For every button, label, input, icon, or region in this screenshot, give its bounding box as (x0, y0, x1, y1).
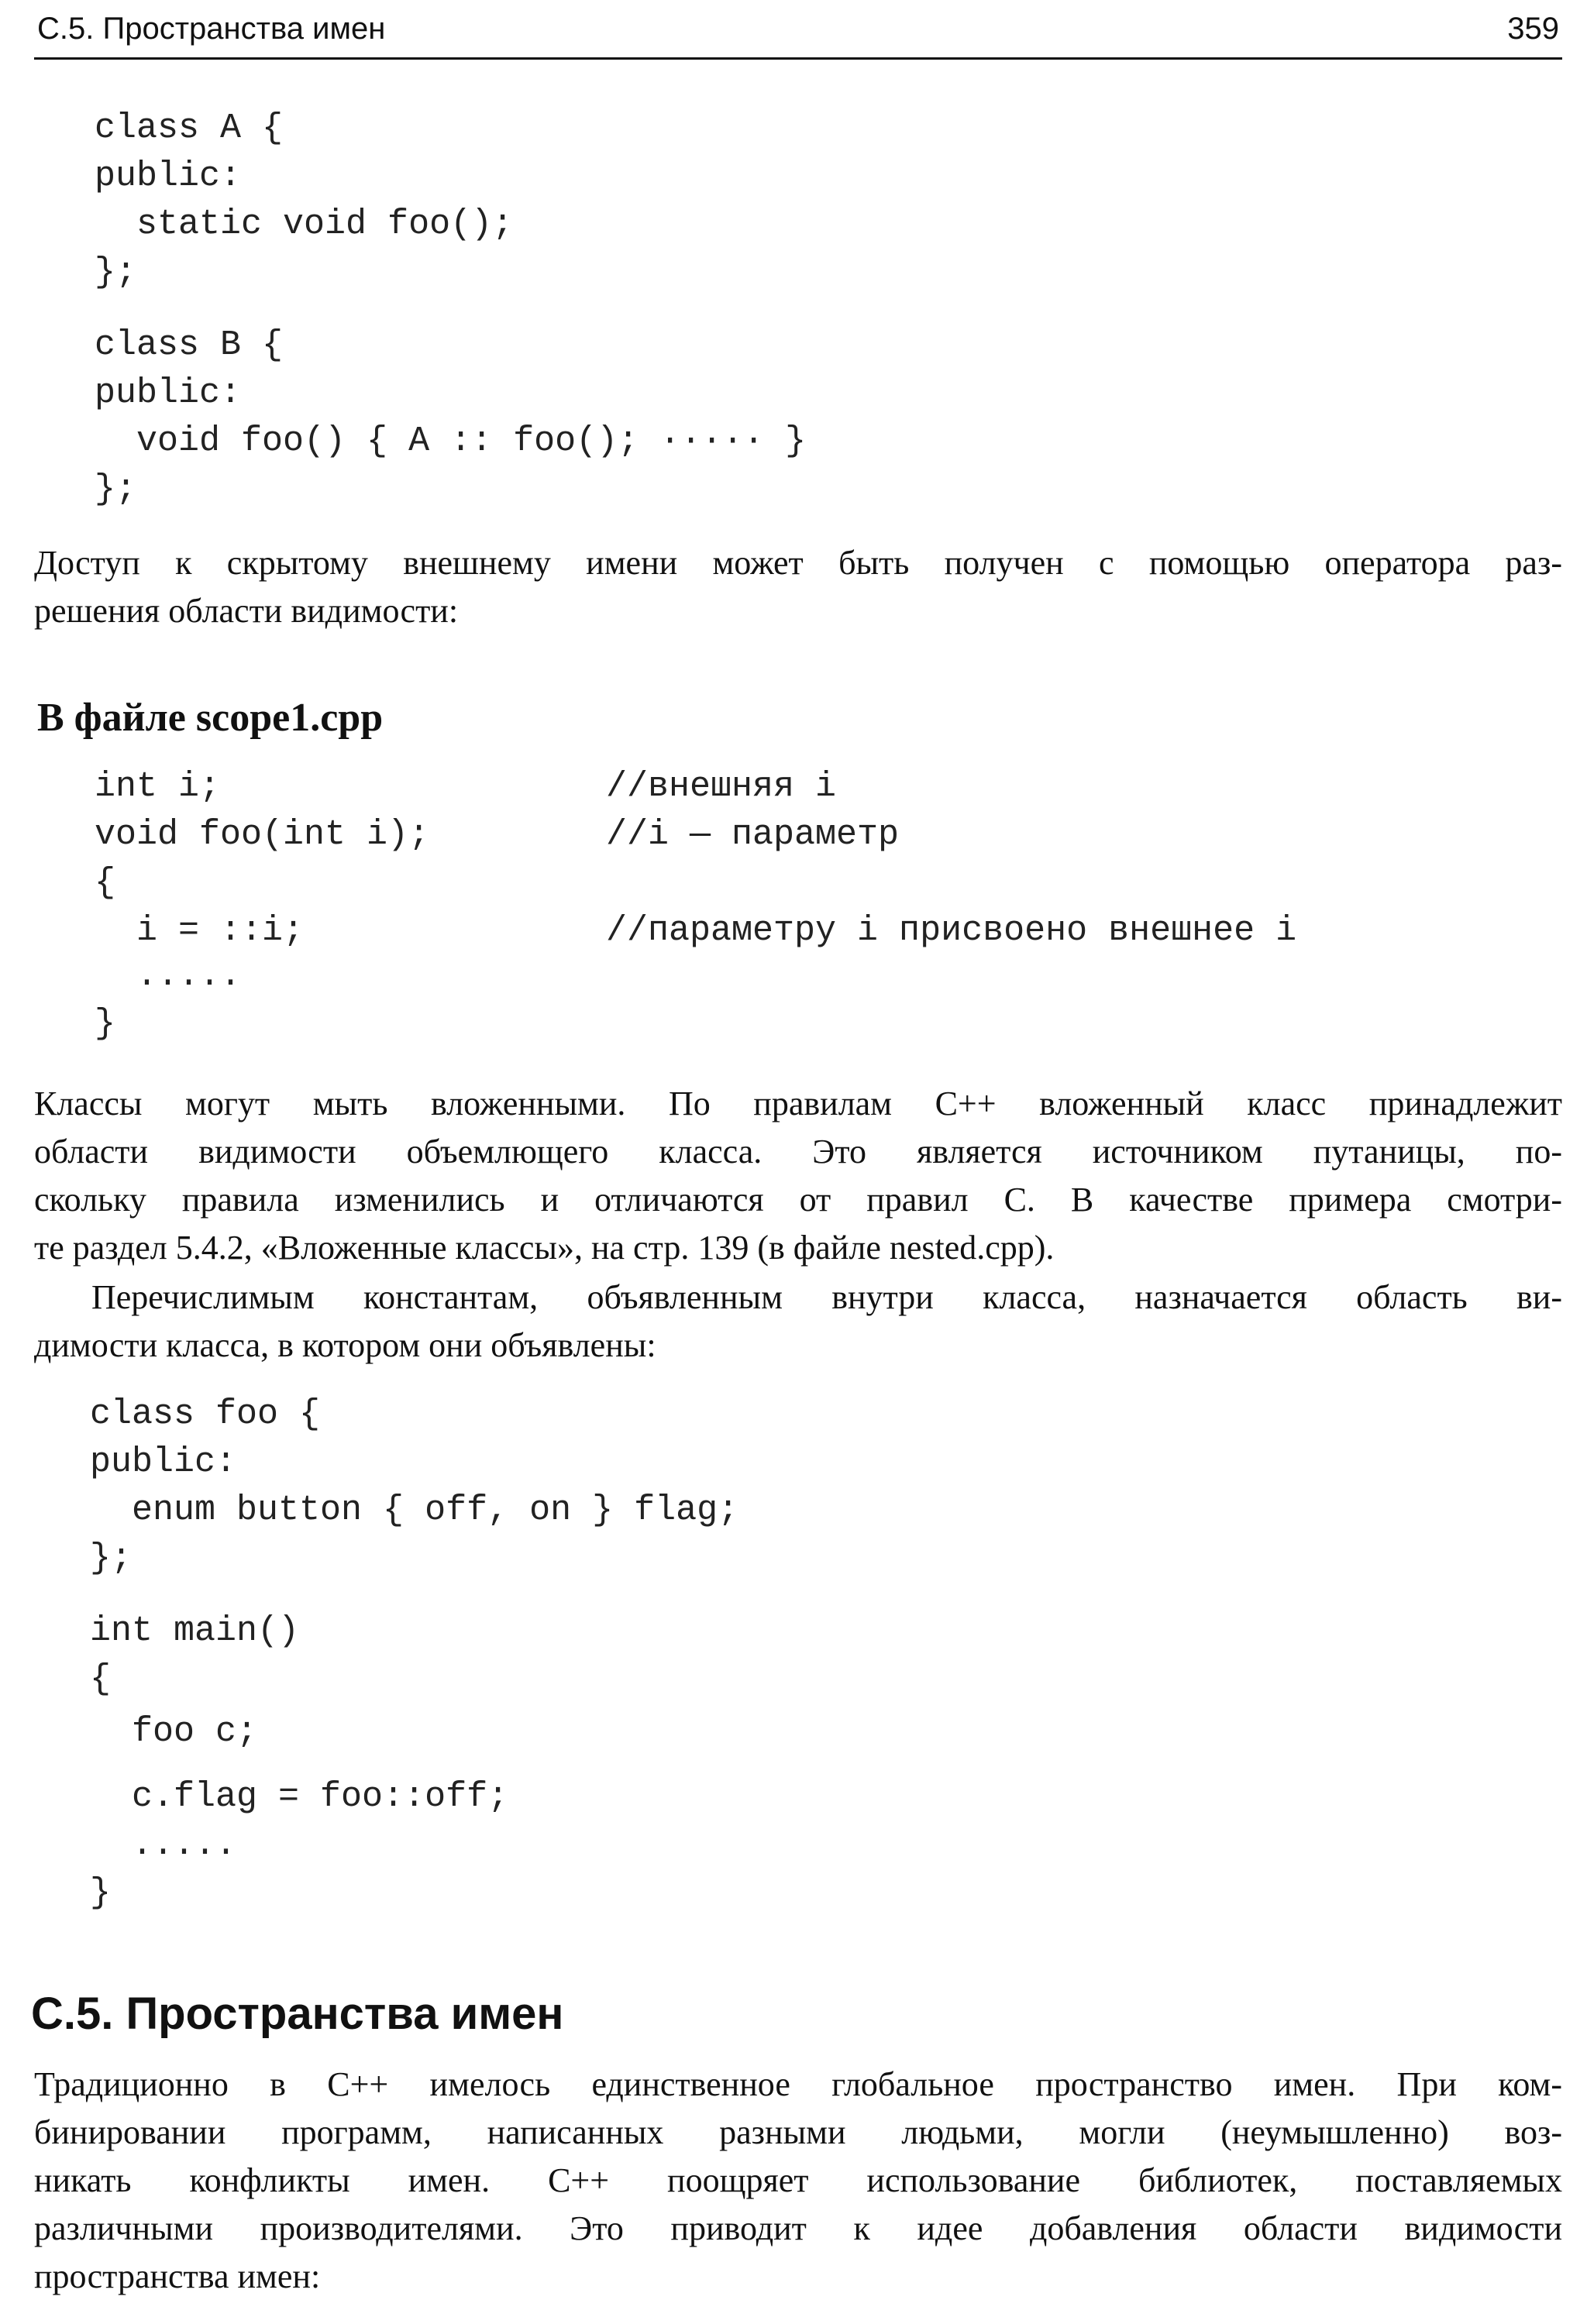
text-line: области видимости объемлющего класса. Это является источником путаницы, по- (34, 1133, 1562, 1171)
code-block-class-a-b (95, 108, 1102, 527)
running-header (34, 6, 1562, 60)
section-title: С.5. Пространства имен (31, 1989, 564, 2039)
code-line: int i; (95, 767, 221, 806)
code-block-enum-example (90, 1394, 1097, 1937)
code-line: ..... (90, 1825, 237, 1865)
code-line: { (95, 863, 116, 902)
text-line: Традиционно в С++ имелось единственное глобальное пространство имен. При ком- (34, 2065, 1562, 2103)
page-number: 359 (1507, 12, 1559, 46)
file-subheading: В файле scope1.cpp (37, 696, 384, 740)
code-line: }; (95, 469, 137, 509)
paragraph-namespaces (34, 2061, 1562, 2301)
code-line: } (95, 1004, 116, 1043)
code-line: foo c; (90, 1712, 258, 1752)
paragraph-nested-classes (34, 1080, 1562, 1272)
code-line: public: (95, 373, 242, 413)
code-line: class B { (95, 325, 284, 365)
text-line: бинировании программ, написанных разными людьми, могли (неумышленно) воз- (34, 2113, 1562, 2151)
text-line: те раздел 5.4.2, «Вложенные классы», на стр. 139 (в файле nested.cpp). (34, 1229, 1055, 1267)
code-line: void foo(int i); (95, 815, 430, 854)
text-line: скольку правила изменились и отличаются от правил С. В качестве примера смотри- (34, 1181, 1562, 1219)
code-line: } (90, 1873, 112, 1913)
text-line: различными производителями. Это приводит к идее добавления области видимости (34, 2209, 1562, 2247)
paragraph-scope-access (34, 539, 1562, 635)
text-line: Классы могут мыть вложенными. По правилам С++ вложенный класс принадлежит (34, 1085, 1562, 1122)
code-line: }; (90, 1538, 133, 1578)
code-line: static void foo(); (95, 205, 514, 244)
code-line: enum button { off, on } flag; (90, 1490, 739, 1530)
code-line: public: (90, 1442, 237, 1482)
code-line: public: (95, 156, 242, 196)
code-comment: //i — параметр (606, 815, 900, 854)
text-line: никать конфликты имен. С++ поощряет использование библиотек, поставляемых (34, 2161, 1562, 2199)
code-line: ..... (95, 956, 242, 995)
code-line: int main() (90, 1611, 300, 1651)
text-line: димости класса, в котором они объявлены: (34, 1326, 656, 1364)
code-line: c.flag = foo::off; (90, 1777, 509, 1817)
running-title: С.5. Пространства имен (37, 12, 386, 46)
text-line: Перечислимым константам, объявленным внутри класса, назначается область ви- (91, 1278, 1562, 1316)
paragraph-enum-scope (34, 1274, 1562, 1370)
code-line: }; (95, 253, 137, 292)
code-line: class A { (95, 108, 284, 148)
code-line: { (90, 1659, 112, 1699)
code-block-scope1 (95, 767, 1567, 1061)
text-line: решения области видимости: (34, 592, 459, 630)
text-line: пространства имен: (34, 2257, 321, 2295)
code-line: i = ::i; (95, 911, 305, 951)
code-line: class foo { (90, 1394, 321, 1434)
code-comment: //параметру i присвоено внешнее i (606, 911, 1297, 951)
text-line: Доступ к скрытому внешнему имени может быть получен с помощью оператора раз- (34, 544, 1562, 582)
code-comment: //внешняя i (606, 767, 837, 806)
code-line: void foo() { A :: foo(); ····· } (95, 421, 807, 461)
